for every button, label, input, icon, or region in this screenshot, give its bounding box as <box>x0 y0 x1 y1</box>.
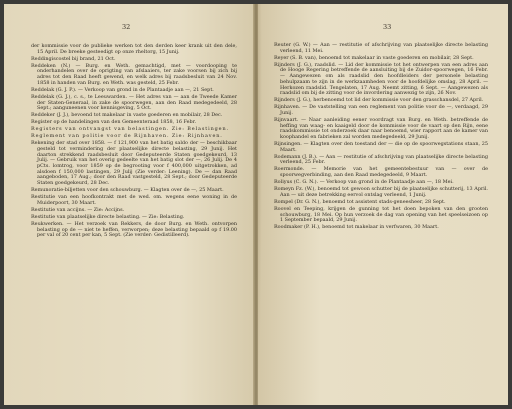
gutter-shadow <box>252 4 262 405</box>
index-entry: Rijnsingen. — Klagten over den toestand der — die op de spoorwegstations staan, 25 Maart. <box>274 141 488 153</box>
left-page <box>4 4 254 405</box>
right-page <box>258 4 508 405</box>
index-entry: Rijnvaart. — Naar aanleiding eener voordragt van Burg. en Weth. betreffende de heffing van waag- en kaaigeld door de kommissie voor de vaart op den Rijn, eene raadskommissie tot onderzoek daar naar benoemd, wier rapport aan de kamer van koophandel en fabrieken zal worden medegedeeld, 29 Junij. <box>274 116 488 141</box>
index-entry: Reddelak (G. J.), c. s., te Leeuwarden. — Het adres van — aan de Tweede Kamer der Staten-Generaal, in zake de spoorwegen, aan den Raad medegedeeld, 28 Sept.; aanguneenen voor kennisgeving, 5 Oct. <box>31 93 237 112</box>
index-entry: Roodmaker (P. H.), benoemd tot makelaar in verfwaren, 30 Maart. <box>274 224 439 231</box>
index-entry: Roovel en Teeping, krijgen de gunning tot het doen bepoken van den grooten schouwburg, 18 Mei. Op hun verzoek de dag van opening van het speelseizoen op 1 September bepaald, 29 Junij. <box>274 205 488 224</box>
index-entry: Rijnhaven. — De vaststelling van een reglement van politie voor de —, verdaagd, 29 Junij. <box>274 104 488 116</box>
index-entry: Roliyus (C. G. N.). — Verkoop van grond in de Plantaadje aan —, 18 Mei. <box>274 179 454 186</box>
index-entry: Reyer (S. B. van), benoemd tot makelaar in vaste goederen en mobilair, 28 Sept. <box>274 54 474 61</box>
index-entry: Registers van ontvangst van belastingen. Zie: Belastingen. <box>31 126 229 133</box>
page-number-left: 32 <box>122 23 131 31</box>
left-index-column <box>31 44 237 240</box>
index-entry: Reglement van politie voor de Rijnhaven. Zie: Rijnhaven. <box>31 133 223 140</box>
index-entry: Rijnders (J. G.), raadslid. — Lid der kommissie tot het ontwerpen van een adres aan de Hooge Regering betreffende de aansluiting bij de Zuidor-spoorwegen, 16 Febr. — Aangewezen om als raadslid den hoofdleiders der personele belasting behulpzaam te zijn in de werkzaamheden voor de hoofdelijke omslag, 28 April. — Herkozen raadslid. Tengelaten, 17 Aug. Neemt zitting, 6 Sept. — Aangewezen als raadslid om bij de zitting voor de invordering aanwezig te zijn, 26 Nov. <box>274 61 488 97</box>
index-entry: Remunoratie-biljetten voor den schouwburg. — Klagten over de —, 25 Maart. <box>31 187 224 194</box>
index-entry: Reddeken (N.) — Burg. en Weth. gemachtigd, met — voordooping te onderhandelen over de oprigting van afslaaiers, ter zake voorsen bij zich bij adres tot den Raad heeft gewend, en welk adres bij raadsbesluit van 24 Nov. 1858 in handen van Burg. en Weth. was gesteld, 25 Febr. <box>31 62 237 86</box>
page-number-right: 33 <box>383 23 392 31</box>
book-spread <box>4 4 508 405</box>
index-entry: Restitutie van een hoofkontrakt met de wed. om. wegens eene woning in de Muiderpoort, 30 Maart. <box>31 194 237 206</box>
index-entry: der kommissie voor de publieke werken tot den derden keer krank uit den dele, 15 April. De breeke gesteedigt op onze rheltorg, 15 Junij. <box>31 43 237 55</box>
index-entry: Rodemann (J. B.). — Aan — restitutie of afschrijving van plaatselijke directe belasting verleend, 25 Febr. <box>274 153 488 166</box>
index-entry: Reukwerken. — Het verzoek van Rekkers, de door Burg. en Weth. ontvorpen belasting op de — niet te heffen, verworpen; deze belasting bepaald op f 19.00 per val of 20 cent per kan, 5 Sept. (Zie verder: Gedistilleerd). <box>31 220 237 239</box>
index-entry: Register op de handelingen van den Gemeenteraad 1858, 16 Febr. <box>31 119 197 126</box>
index-entry: Rompel (Dr. G. N.), benoemd tot assistent stads-geneesheer, 28 Sept. <box>274 198 446 205</box>
index-entry: Rekening der stad over 1858. — f 121,900 van het batig saldo der — beschikbaar gesteld tot vermindering der plaatselijke directe belasting, 29 Junij. Het daarton strekkend raadsbesluit door Gedeputeerde Staten goedgekeurd, 13 Julij. — Gebruik van het overig gedeelte van het batig slot der —, 26 Julij. De 4 pCts. lomtrog, voor 1859 op de begrooting voor f 400,000 uitgetrokken, ad alsdoen f 150,000 lastingen, 29 Julij (Zie verder: Leening). De — dan Raad aangeboden, 17 Aug.; door den Raad vastgesteld, 28 Sept.; door Gedeputeerde Staten goedgekeurd, 28 Dec. <box>31 140 237 187</box>
index-entry: Restitutie van plaatselijke directe belasting. — Zie: Belasting. <box>31 213 185 220</box>
index-entry: Reddeker (J. J.), bevoend tot makelaar in vaste goederen en mobilair, 28 Dec. <box>31 112 223 119</box>
right-index-column <box>274 43 488 232</box>
index-entry: Roermonde. — Memorie van het gemeentebestuur van — over de spoorwegverbinding, aan den Raad medegedeeld, 9 Maart. <box>274 166 488 179</box>
index-entry: Restitutie van accijns. — Zie: Accijns. <box>31 206 125 213</box>
index-entry: Reddelak (G. J. P.). — Verkoop van grond in de Plantaadje aan —, 21 Sept. <box>31 86 214 93</box>
index-entry: Reuter (G. W.) — Aan — restitutie of afschrijving van plaatselijke directe belasting verleend, 11 Mei. <box>274 42 488 54</box>
index-entry: Romeyn Fz. (W.), benoemd tot gewoon schutter bij de plaatselijke schutterij, 13 April. Aan — uit deze betrekking eervol ontslag verleend, 1 Junij. <box>274 186 488 198</box>
index-entry: Reddingiscostel bij brand, 21 Oct. <box>31 55 116 62</box>
index-entry: Rijnders (J. G.), herbenoemd tot lid der kommissie voor den grasschansdel, 27 April. <box>274 97 484 104</box>
